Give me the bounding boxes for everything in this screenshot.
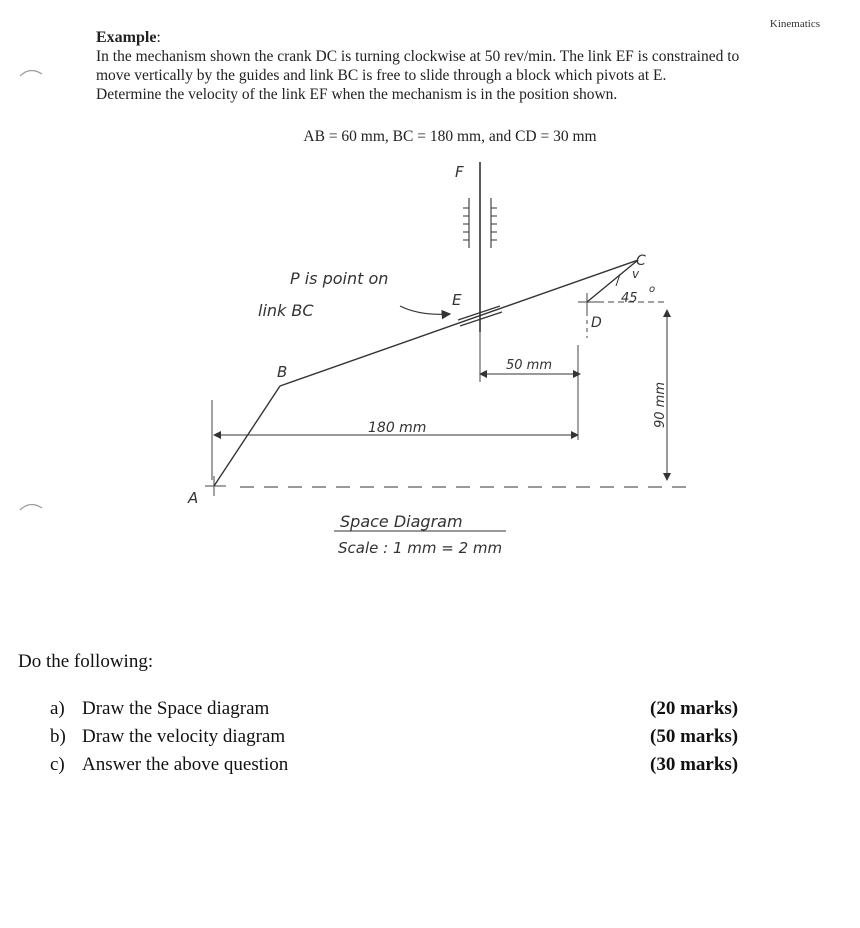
guide-left — [463, 198, 469, 248]
problem-title-colon: : — [156, 29, 161, 46]
margin-mark-top — [18, 64, 44, 80]
task-item-c — [50, 751, 760, 779]
label-e: E — [452, 291, 462, 309]
guide-right — [491, 198, 497, 248]
task-list — [50, 695, 760, 779]
problem-title-line — [96, 28, 826, 47]
dim-180-label: 180 mm — [368, 420, 427, 436]
task-marks-b: (50 marks) — [650, 726, 739, 747]
dim-90-label: 90 mm — [653, 381, 668, 428]
task-item-a — [50, 695, 760, 723]
label-f: F — [455, 163, 464, 181]
dim-50-label: 50 mm — [506, 358, 553, 373]
caption-title: Space Diagram — [340, 512, 463, 531]
angle-unit: o — [649, 284, 656, 295]
problem-statement — [96, 28, 826, 104]
note-line-2: link BC — [258, 301, 314, 320]
angle-v: v — [632, 267, 640, 281]
label-c: C — [636, 253, 646, 269]
task-letter-b: b) — [50, 726, 66, 747]
instructions-heading: Do the following: — [18, 651, 154, 672]
task-label-a: Draw the Space diagram — [82, 698, 270, 719]
link-ab — [214, 386, 280, 486]
task-marks-a: (20 marks) — [650, 698, 739, 719]
task-text-c — [50, 754, 288, 776]
task-text-a — [50, 698, 269, 720]
note-arrow — [400, 306, 450, 314]
note-line-1: P is point on — [290, 269, 389, 288]
label-a: A — [188, 489, 199, 507]
task-letter-a: a) — [50, 698, 65, 719]
task-text-b — [50, 726, 285, 748]
given-dimensions: AB = 60 mm, BC = 180 mm, and CD = 30 mm — [303, 128, 597, 145]
task-letter-c: c) — [50, 754, 65, 775]
space-diagram-figure — [0, 150, 860, 580]
angle-label: 45 — [621, 291, 638, 306]
caption-scale: Scale : 1 mm = 2 mm — [338, 539, 503, 557]
task-label-c: Answer the above question — [82, 754, 289, 775]
label-d: D — [591, 315, 602, 331]
problem-title: Example — [96, 29, 157, 46]
task-item-b — [50, 723, 760, 751]
problem-line-1: In the mechanism shown the crank DC is turning clockwise at 50 rev/min. The link EF is constrained to — [96, 48, 740, 65]
space-diagram-svg — [0, 150, 860, 580]
problem-line-3: Determine the velocity of the link EF when the mechanism is in the position shown. — [96, 86, 618, 103]
task-label-b: Draw the velocity diagram — [82, 726, 286, 747]
pivot-block-e-2 — [460, 312, 502, 326]
problem-line-2: move vertically by the guides and link BC is free to slide through a block which pivots at E. — [96, 67, 667, 84]
pivot-block-e-1 — [458, 306, 500, 320]
page-header-tag: Kinematics — [769, 18, 820, 30]
task-marks-c: (30 marks) — [650, 754, 739, 775]
label-b: B — [277, 363, 288, 381]
